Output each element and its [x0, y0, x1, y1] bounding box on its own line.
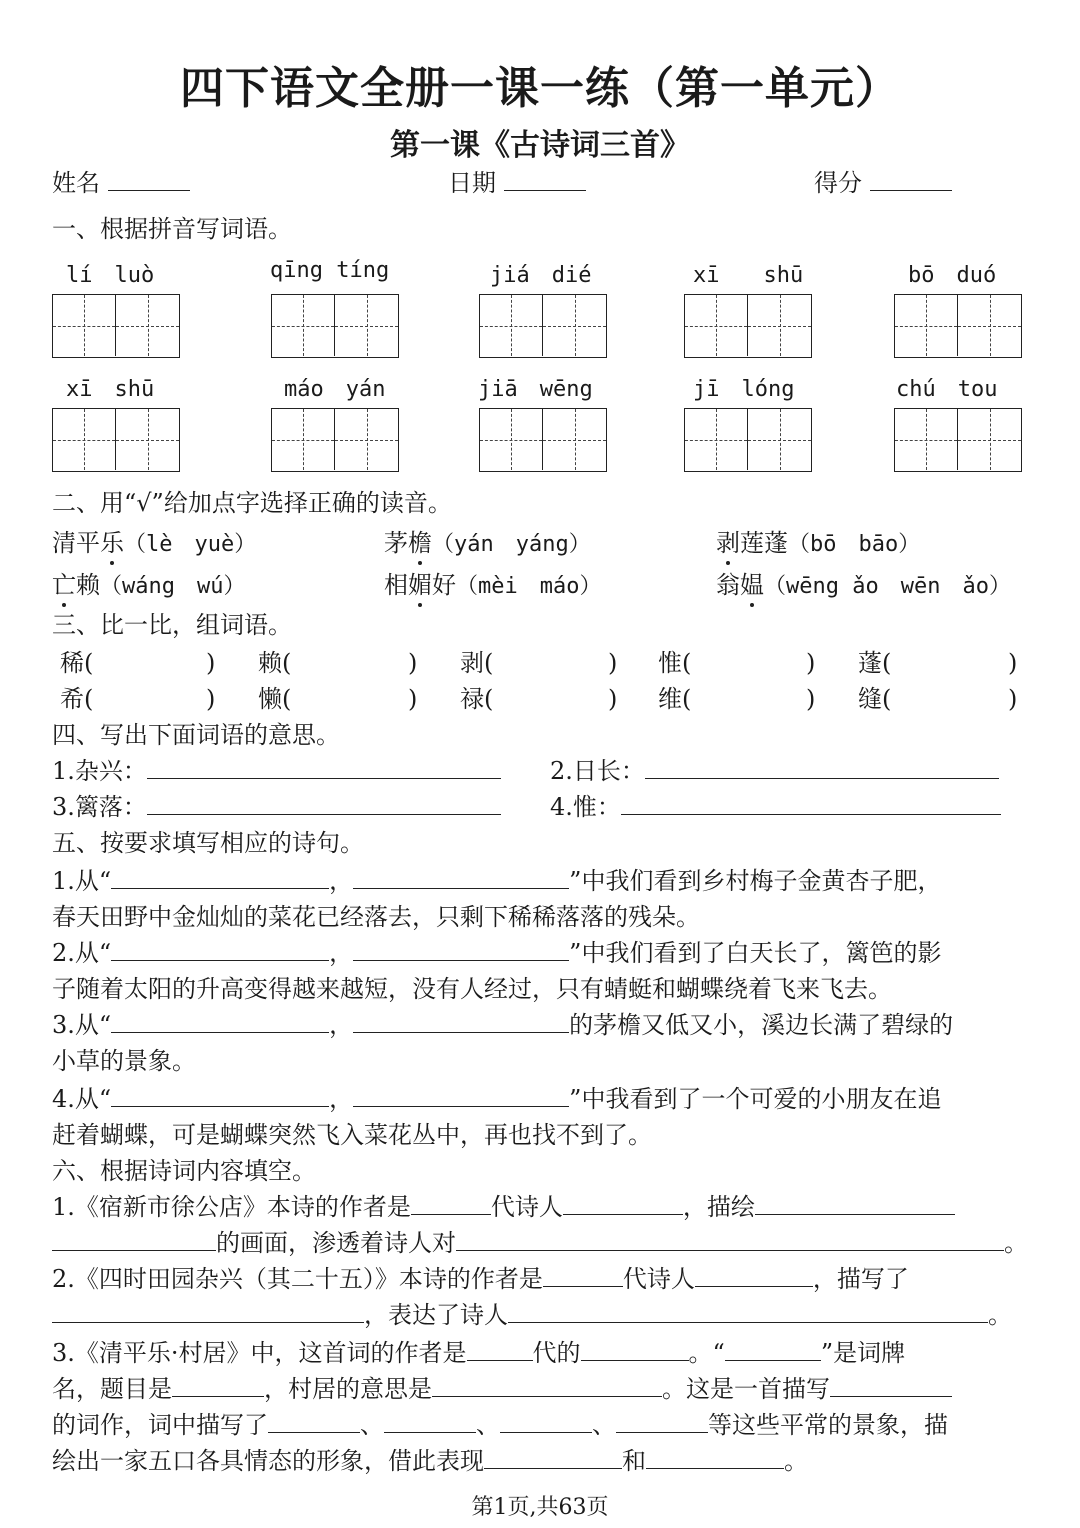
pinyin-label: lí luò: [66, 263, 155, 288]
pinyin-label: qīng tíng: [270, 258, 390, 283]
date-field[interactable]: 日期: [448, 168, 586, 198]
poem-info-line[interactable]: 绘出一家五口各具情态的形象，借此表现 和 。: [52, 1447, 808, 1475]
poem-fill-line[interactable]: 4.从“ ， ”中我看到了一个可爱的小朋友在追: [52, 1085, 942, 1113]
poem-info-line[interactable]: 2.《四时田园杂兴（其二十五）》本诗的作者是 代诗人 ，描写了: [52, 1265, 909, 1293]
compare-word-open[interactable]: 赖(: [258, 649, 292, 677]
compare-word-open[interactable]: 禄(: [460, 685, 494, 713]
pinyin-label: xī shū: [693, 263, 804, 288]
compare-word-open[interactable]: 维(: [658, 685, 692, 713]
compare-word-open[interactable]: 懒(: [258, 685, 292, 713]
poem-fill-line[interactable]: 3.从“ ， 的茅檐又低又小，溪边长满了碧绿的: [52, 1011, 954, 1039]
poem-fill-line[interactable]: 2.从“ ， ”中我们看到了白天长了，篱笆的影: [52, 939, 942, 967]
compare-word-close: ): [608, 685, 618, 713]
reading-choice-item[interactable]: 亡赖（wáng wú）: [52, 571, 246, 599]
section-1-heading: 一、根据拼音写词语。: [52, 215, 292, 243]
compare-word-open[interactable]: 希(: [60, 685, 94, 713]
section-4-heading: 四、写出下面词语的意思。: [52, 721, 340, 749]
meaning-field[interactable]: 1.杂兴：: [52, 756, 501, 786]
writing-grid[interactable]: [894, 408, 1022, 472]
writing-grid[interactable]: [52, 294, 180, 358]
compare-word-close: ): [806, 649, 816, 677]
compare-word-close: ): [608, 649, 618, 677]
writing-grid[interactable]: [271, 294, 399, 358]
poem-fill-line[interactable]: 1.从“ ， ”中我们看到乡村梅子金黄杏子肥，: [52, 867, 942, 895]
compare-word-close: ): [206, 685, 216, 713]
writing-grid[interactable]: [479, 294, 607, 358]
reading-choice-item[interactable]: 茅檐（yán yáng）: [384, 529, 591, 557]
poem-fill-text: 小草的景象。: [52, 1047, 196, 1075]
pinyin-label: jiá dié: [490, 263, 592, 288]
reading-choice-item[interactable]: 相媚好（mèi máo）: [384, 571, 602, 599]
compare-word-close: ): [1008, 685, 1018, 713]
reading-choice-item[interactable]: 剥莲蓬（bō bāo）: [716, 529, 921, 557]
meaning-field[interactable]: 3.篱落：: [52, 792, 501, 822]
writing-grid[interactable]: [684, 408, 812, 472]
pinyin-label: xī shū: [66, 377, 155, 402]
poem-info-line[interactable]: ，表达了诗人 。: [52, 1300, 1012, 1330]
poem-fill-text: 春天田野中金灿灿的菜花已经落去，只剩下稀稀落落的残朵。: [52, 903, 700, 931]
name-field[interactable]: 姓名: [52, 168, 190, 198]
poem-info-line[interactable]: 的画面，渗透着诗人对 。: [52, 1228, 1028, 1258]
pinyin-label: máo yán: [284, 377, 386, 402]
poem-info-line[interactable]: 的词作，词中描写了 、 、 、 等这些平常的景象，描: [52, 1411, 948, 1439]
compare-word-open[interactable]: 稀(: [60, 649, 94, 677]
meaning-field[interactable]: 4.惟：: [550, 792, 1001, 822]
writing-grid[interactable]: [479, 408, 607, 472]
pinyin-label: chú tou: [896, 377, 998, 402]
compare-word-open[interactable]: 剥(: [460, 649, 494, 677]
compare-word-close: ): [408, 685, 418, 713]
compare-word-close: ): [408, 649, 418, 677]
compare-word-open[interactable]: 惟(: [658, 649, 692, 677]
compare-word-close: ): [1008, 649, 1018, 677]
reading-choice-item[interactable]: 翁媪（wēng ǎo wēn ǎo）: [716, 571, 1011, 599]
section-5-heading: 五、按要求填写相应的诗句。: [52, 829, 364, 857]
compare-word-open[interactable]: 缝(: [858, 685, 892, 713]
meaning-field[interactable]: 2.日长：: [550, 756, 999, 786]
writing-grid[interactable]: [894, 294, 1022, 358]
page-title: 四下语文全册一课一练（第一单元）: [180, 63, 900, 114]
compare-word-open[interactable]: 蓬(: [858, 649, 892, 677]
writing-grid[interactable]: [684, 294, 812, 358]
compare-word-close: ): [806, 685, 816, 713]
page-number: 第1页,共63页: [471, 1495, 609, 1520]
section-6-heading: 六、根据诗词内容填空。: [52, 1157, 316, 1185]
lesson-title: 第一课《古诗词三首》: [390, 128, 690, 163]
poem-fill-text: 赶着蝴蝶，可是蝴蝶突然飞入菜花丛中，再也找不到了。: [52, 1121, 652, 1149]
section-3-heading: 三、比一比，组词语。: [52, 611, 292, 639]
pinyin-label: bō duó: [908, 263, 997, 288]
pinyin-label: jiā wēng: [478, 377, 593, 402]
reading-choice-item[interactable]: 清平乐（lè yuè）: [52, 529, 257, 557]
compare-word-close: ): [206, 649, 216, 677]
poem-info-line[interactable]: 3.《清平乐·村居》中，这首词的作者是 代的 。“ ”是词牌: [52, 1339, 906, 1367]
poem-info-line[interactable]: 名，题目是 ，村居的意思是 。这是一首描写: [52, 1374, 952, 1404]
pinyin-label: jī lóng: [693, 377, 795, 402]
score-field[interactable]: 得分: [814, 168, 952, 198]
writing-grid[interactable]: [271, 408, 399, 472]
poem-fill-text: 子随着太阳的升高变得越来越短，没有人经过，只有蜻蜓和蝴蝶绕着飞来飞去。: [52, 975, 892, 1003]
section-2-heading: 二、用“√”给加点字选择正确的读音。: [52, 489, 452, 517]
writing-grid[interactable]: [52, 408, 180, 472]
poem-info-line[interactable]: 1.《宿新市徐公店》本诗的作者是 代诗人 ，描绘: [52, 1192, 955, 1222]
